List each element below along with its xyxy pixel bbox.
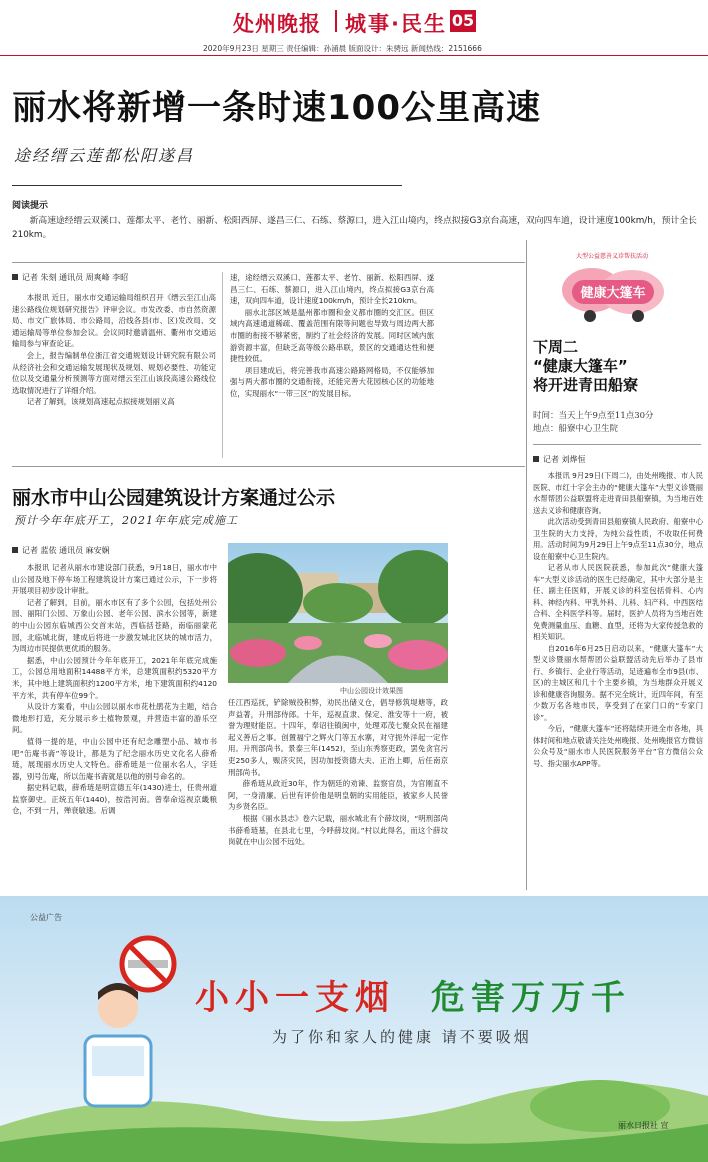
ad-credit: 丽水日报社 宣 [618,1121,669,1130]
story2-byline [12,545,110,556]
story-separator-rule [12,466,525,467]
story2-col2-p1: 任江西巡抚，铲除贼役积弊，劝民出储义仓，倡导修筑堤塘等，政声益著，升刑部侍郎。十年，巡视直隶、保定、淮安等十一府，被誉为理财能臣。十四年，奉诏往镇闽中，处理邓茂七聚众民在福建起义善后之事。创置福宁之辉火门等五水寨，对守扼外洋起一定作用。升刑部尚书。景泰三年(1452)，至山东秀察吏政，罢免贪官污吏250多人，赈济灾民，因功加授资德大夫、正治上卿，后任南京刑部尚书。 [228,698,448,777]
story1-column-1 [12,292,216,408]
sidebar-byline [533,454,586,465]
sidebar-rule [533,444,701,445]
sidebar-p5: 今后，“健康大篷车”还将陆续开进全市各地，具体时间和地点敬请关注处州晚报、处州晚报官方微信公众号及“丽水市人民医院服务平台”官方微信公众号、指尖丽水APP等。 [533,724,703,768]
story1-column-2 [230,272,434,400]
story2-byline-text: 记者 蓝依 通讯员 麻安娴 [22,546,110,555]
story1-column-divider [222,272,223,458]
story1-col2-p1: 速，途经缙云双溪口、莲都太平、老竹、丽新、松阳西屏、遂昌三仁、石练、蔡源口，进入江山境内，终点拟接G3京台高速，双向四车道，设计速度100km/h，预计全长210km。 [230,273,434,306]
masthead-paper-name: 处州晚报 [233,11,321,36]
byline-square-icon [12,274,18,280]
sidebar-title-line-2: “健康大篷车” [533,357,628,375]
sidebar-p2: 此次活动受到青田县船寮镇人民政府、船寮中心卫生院的大力支持，为纯公益性质，不收取任何费用。活动时间为9月29日上午9点至11点30分，地点设在船寮中心卫生院内。 [533,517,703,561]
sidebar-place: 地点：船寮中心卫生院 [533,424,619,434]
badge-top-text: 大型公益慈善义诊帮扶活动 [575,253,649,260]
story2-col1-p5: 值得一提的是，中山公园中还有纪念雕塑小品、城市书吧“缶庵书斋”等设计，都是为了纪念丽水历史文化名人薛希琏，展现丽水历史人文特色。薛希琏是一位丽水名人，字廷器，别号缶庵，所以缶庵书斋就是以他的别号命名的。 [12,736,217,781]
story1-headline: 丽水将新增一条时速100公里高速 [12,88,541,128]
story2-col1-p1: 本报讯 记者从丽水市建设部门获悉，9月18日，丽水市中山公园及地下停车场工程建筑设计方案已通过公示，下一步将开展项目初步设计审批。 [12,563,217,596]
story2-col1-p2: 记者了解到，目前，丽水市区有了多个公园，包括处州公园、丽阳门公园、万象山公园、老年公园、滨水公园等，新建的中山公园东临城西公交首末站，西临括苍路，南临丽蒙花园，北临城北街，建成后将进一步激发城北区块的城市活力，为周边市民提供更优质的服务。 [12,597,217,654]
story1-col2-p3: 项目建成后，将完善我市高速公路路网格局，不仅能够加强与两大都市圈的交通衔接，还能完善大花园核心区的功能地位，实现丽水“一带三区”的发展目标。 [230,365,434,398]
masthead-section: 城事·民生 [345,12,447,36]
ad-slogan [195,970,631,1019]
story2-subhead: 预计今年年底开工，2021年年底完成施工 [14,514,238,527]
sidebar-body [533,470,703,769]
story2-headline: 丽水市中山公园建筑设计方案通过公示 [12,487,336,509]
story1-col1-p1: 本报讯 近日，丽水市交通运输局组织召开《缙云至江山高速公路线位规划研究报告》评审会议。市发改委、市自然资源局、市文广旅体局、市公路局，沿线各县(市、区)发改局、交通运输局等单位参加会议。会议同时邀请温州、衢州市交通运输局参与审查论证。 [12,293,216,349]
ad-label: 公益广告 [30,913,62,922]
sidebar-time: 时间：当天上午9点至11点30分 [533,411,654,421]
sidebar-schedule [533,410,654,436]
story2-col1-p6: 据史料记载，薛希琏是明宣德五年(1430)进士，任贵州道监察御史。正统五年(1440)，按浩河南。曾奉命巡视京畿粮仓，不到一月，殚衰敏速。后调 [12,783,217,816]
story2-column-2 [228,697,448,848]
sidebar-title-line-3: 将开进青田船寮 [533,376,639,394]
story2-col2-p2: 薛希琏从政近30年，作为朝廷的劝谏、监察官员，为官刚直不阿，一身清廉。后世有评价他是明皇朝的实用能臣，被家乡人民誉为乡贤名臣。 [228,779,448,812]
story1-byline-text: 记者 朱刻 通讯员 周爽峰 李昭 [22,273,129,282]
story1-subhead: 途经缙云莲都松阳遂昌 [14,146,195,165]
sidebar-title-line-1: 下周二 [533,338,579,356]
story2-column-1 [12,562,217,817]
sidebar-divider [526,240,527,890]
story1-lead: 新高速途经缙云双溪口、莲都太平、老竹、丽新、松阳西屏、遂昌三仁、石练、蔡源口，进入江山境内，终点拟接G3京台高速，双向四车道，设计速度100km/h，预计全长210km。 [12,216,697,240]
sidebar-byline-text: 记者 刘烨恒 [543,455,586,464]
masthead-divider [335,10,337,32]
story1-lead-label: 阅读提示 [12,201,49,211]
ad-slogan-part-1: 小小一支烟 [195,978,395,1018]
story1-col1-p3: 记者了解到，该规划高速起点拟接规划丽义高 [26,397,175,407]
story1-col2-p2: 丽水北部区域是温州都市圈和金义都市圈的交汇区。但区域内高速通道稀疏、覆盖范围有限等问题也导致与周边两大都市圈的衔接不够紧密，制约了社会经济的发展。同时区域内旅游资源丰富，但缺乏高等级公路串联，景区的交通通达性和便捷性较低。 [230,307,434,364]
byline-square-icon [12,547,18,553]
story1-byline [12,272,128,283]
sidebar-p4: 自2016年6月25日启动以来，“健康大篷车”大型义诊暨丽水帮帮团公益联盟活动先后举办了县市行、乡镇行、企业行等活动，足迹遍布全市9县(市、区)的主城区和几十个主要乡镇，为当地群众开展义诊和健康咨询服务。据不完全统计，近四年间，有至少数万名各地市民，享受到了在家门口的“专家门诊”。 [533,643,703,722]
byline-square-icon [533,456,539,462]
story1-subhead-rule [12,185,402,186]
story2-col1-p3: 据悉，中山公园预计今年年底开工，2021年年底完成施工，公园总用地面积14488平方米，总建筑面积约5320平方米，其中地上建筑面积约1200平方米，地下建筑面积约4120平方米，共有停车位99个。 [12,655,217,700]
sidebar-p3: 记者从市人民医院获悉，参加此次“健康大篷车”大型义诊活动的医生已经确定，其中大部分是主任、副主任医师，开展义诊的科室包括骨科、心内科、神经内科、甲乳外科、儿科、妇产科、中西医结合科、全科医学科等。届时，医护人员将为当地百姓免费测量血压、血糖、血型，还将为大家传授急救的相关知识。 [533,563,703,641]
story2-col1-p4: 从设计方案看，中山公园以丽水市花杜鹃花为主题，结合微地形打造，充分展示乡土植物景观，并营造丰富的游乐空间。 [12,702,217,735]
badge-title-text: 健康大篷车 [580,286,646,301]
page-number-badge: 05 [451,11,475,30]
park-design-photo [228,543,448,683]
park-photo-caption: 中山公园设计效果图 [340,687,403,695]
story1-top-rule [12,262,525,263]
health-caravan-badge [552,248,672,330]
sidebar-title [533,338,638,395]
story2-col2-p3: 根据《丽水县志》卷六记载，丽水城北有个薛坟岗，“明刑部尚书薛希琏墓，在县北七里，今呼薛坟岗。”村以此得名，而这个薛坟岗就在中山公园不远处。 [228,813,448,847]
ad-slogan-part-2: 危害万万千 [430,978,631,1018]
story1-col1-p2: 会上，报告编制单位浙江省交通规划设计研究院有限公司从经济社会和交通运输发展现状及规划、规划必要性、功能定位以及交通量分析预测等方面对缙云至江山该段高速公路线位选取情况进行了详细介绍。 [12,350,216,395]
ad-subline: 为了你和家人的健康 请不要吸烟 [272,1028,532,1046]
masthead-rule [0,55,708,56]
sidebar-p1: 本报讯 9月29日(下周二)，由处州晚报、市人民医院、市红十字会主办的“健康大篷车”大型义诊暨丽水帮帮团公益联盟将走进青田县船寮镇，为当地百姓送去义诊和健康咨询。 [533,471,703,515]
masthead-info-line: 2020年9月23日 星期三 责任编辑：孙涌晨 版面设计：朱骋远 新闻热线：2151666 [203,44,482,53]
